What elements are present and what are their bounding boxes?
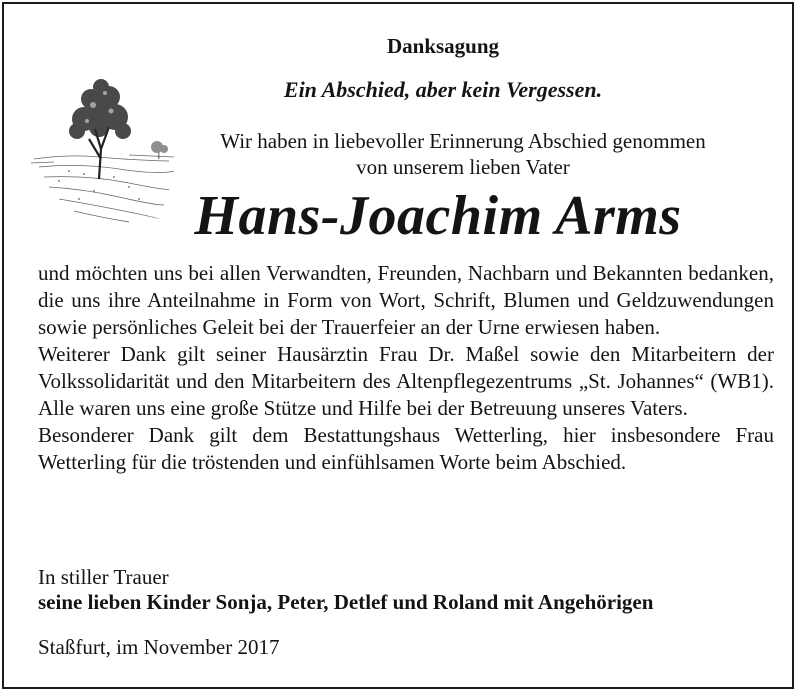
- closing-line: In stiller Trauer: [38, 565, 169, 589]
- deceased-name: Hans-Joachim Arms: [194, 185, 682, 247]
- notice-intro: [4, 128, 792, 180]
- intro-line-1: Wir haben in liebevoller Erinnerung Abschied genommen: [220, 129, 706, 153]
- body-paragraph-1: und möchten uns bei allen Verwandten, Freunden, Nachbarn und Bekannten bedanken, die uns ihre Anteilnahme in Form von Wort, Schrift, Blumen und Geldzuwendungen sowie persönliches Geleit bei der Trauerfeier an der Urne erwiesen haben.: [38, 261, 774, 339]
- body-paragraph-3: Besonderer Dank gilt dem Bestattungshaus Wetterling, hier insbesondere Frau Wetterling für die tröstenden und einfühlsamen Worte beim Abschied.: [38, 423, 774, 474]
- body-paragraph-2: Weiterer Dank gilt seiner Hausärztin Frau Dr. Maßel sowie den Mitarbeitern der Volkssolidarität und den Mitarbeitern des Altenpflegezentrums „St. Johannes“ (WB1). Alle waren uns eine große Stütze und Hilfe bei der Betreuung unseres Vaters.: [38, 342, 774, 420]
- notice-frame: [2, 2, 794, 689]
- notice-heading: Danksagung: [386, 34, 500, 58]
- signers-line: seine lieben Kinder Sonja, Peter, Detlef und Roland mit Angehörigen: [38, 590, 654, 614]
- place-date: Staßfurt, im November 2017: [38, 635, 280, 659]
- notice-motto: Ein Abschied, aber kein Vergessen.: [283, 77, 603, 102]
- intro-line-2: von unserem lieben Vater: [356, 155, 570, 179]
- notice-body: [38, 260, 774, 476]
